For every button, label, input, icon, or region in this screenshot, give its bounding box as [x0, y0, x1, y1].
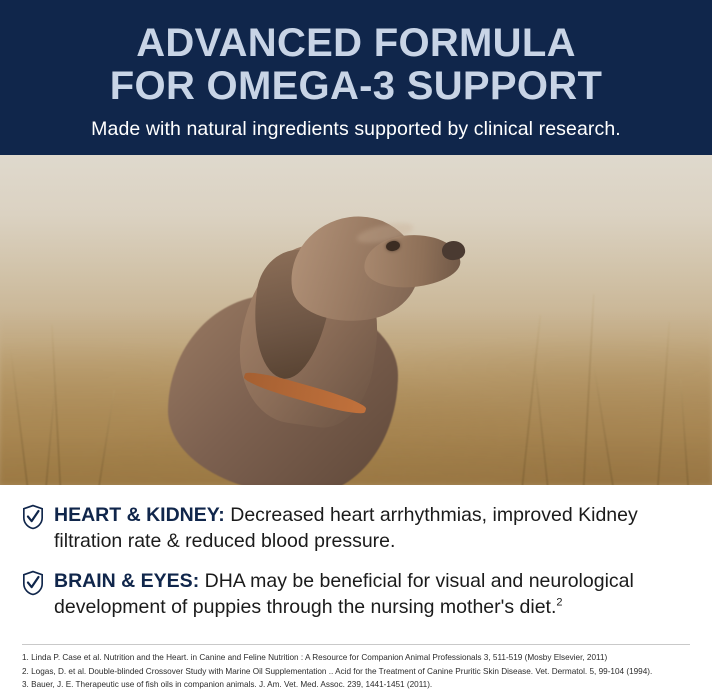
footnote-item: 2. Logas, D. et al. Double-blinded Crossover Study with Marine Oil Supplementation .. Acid for the Treatment of Canine Pruritic Skin Disease. Vet. Dermatol. 5, 99-104 (1994).	[22, 666, 653, 676]
footnote-item: 3. Bauer, J. E. Therapeutic use of fish oils in companion animals. J. Am. Vet. Med. Assoc. 239, 1441-1451 (2011).	[22, 679, 433, 689]
benefit-heading: BRAIN & EYES:	[54, 569, 200, 592]
benefit-text	[54, 569, 690, 620]
benefit-body: DHA may be beneficial for visual and neurological development of puppies through the nursing mother's diet.	[54, 569, 634, 618]
dog-subject	[150, 175, 480, 485]
hero-image	[0, 155, 712, 485]
benefit-text	[54, 503, 690, 554]
benefit-item	[22, 569, 690, 620]
benefit-heading: HEART & KIDNEY:	[54, 504, 225, 527]
page-title	[20, 22, 692, 108]
header-subtitle: Made with natural ingredients supported by clinical research.	[91, 118, 621, 141]
benefit-item	[22, 503, 690, 554]
benefit-body: Decreased heart arrhythmias, improved Kidney filtration rate & reduced blood pressure.	[54, 504, 638, 553]
header-banner	[0, 0, 712, 155]
page-title-line-1: ADVANCED FORMULA	[136, 21, 576, 65]
footnote-divider	[22, 644, 690, 645]
benefit-superscript: 2	[556, 596, 563, 609]
benefits-list	[0, 485, 712, 640]
page-title-line-2: FOR OMEGA-3 SUPPORT	[109, 64, 603, 109]
footnote-item: 1. Linda P. Case et al. Nutrition and the Heart. in Canine and Feline Nutrition : A Resource for Companion Animal Professionals 3, 511-519 (Mosby Elsevier, 2011)	[22, 653, 608, 663]
footnotes	[0, 651, 712, 700]
check-shield-icon	[22, 504, 44, 530]
check-shield-icon	[22, 570, 44, 596]
